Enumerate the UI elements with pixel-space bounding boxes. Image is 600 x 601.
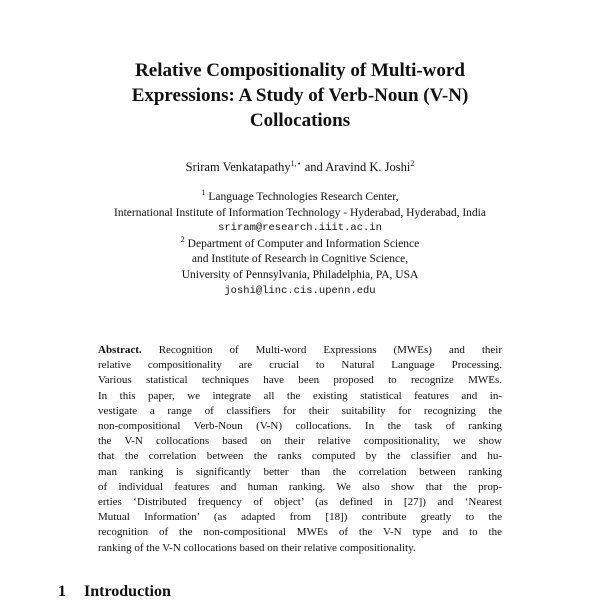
abstract-line: recognition of the non-compositional MWEs of the V-N type and to the <box>98 526 502 539</box>
abstract-heading: Abstract. <box>98 344 142 356</box>
abstract-line: In this paper, we integrate all the existing statistical features and in- <box>98 389 502 402</box>
affiliation-2-mark: 2 <box>180 234 185 244</box>
author-conjunction: and <box>304 160 323 174</box>
author-list <box>60 160 540 175</box>
author-name-1: Sriram Venkatapathy <box>185 160 291 174</box>
affiliation-1-line-2: International Institute of Information Technology - Hyderabad, Hyderabad, India <box>114 206 486 219</box>
abstract-line: that the correlation between the ranks computed by the classifier and hu- <box>98 450 502 463</box>
abstract-line: Mutual Information’ (as adapted from [18]) contribute greatly to the <box>98 511 502 524</box>
abstract-line: vestigate a range of classifiers for their suitability for recognizing the <box>98 404 502 417</box>
abstract-line: of individual features and human ranking. We also show that the prop- <box>98 480 502 493</box>
affiliation-2-line-2: and Institute of Research in Cognitive Science, <box>191 253 409 266</box>
abstract-line: man ranking is significantly better than the correlation between ranking <box>98 465 502 478</box>
abstract-line: the V-N collocations based on their relative compositionality, we show <box>98 435 502 448</box>
title-line-2: Expressions: A Study of Verb-Noun (V-N) <box>131 85 469 106</box>
affiliation-1-email: sriram@research.iiit.ac.in <box>218 222 382 235</box>
title-line-1: Relative Compositionality of Multi-word <box>135 60 465 81</box>
section-number: 1 <box>58 583 66 600</box>
paper-title <box>60 58 540 133</box>
affiliation-1-line-1: $^1$ Language Technologies Research Center, <box>201 188 399 203</box>
abstract-line: Various statistical techniques have been proposed to recognize MWEs. <box>98 374 502 387</box>
affiliation-2-line-1: $^2$ Department of Computer and Information Science <box>180 234 420 250</box>
author-1-marks: 1,⋆ <box>290 159 302 168</box>
author-name-2: Aravind K. Joshi <box>325 160 411 174</box>
abstract-line: ranking of the V-N collocations based on their relative compositionality. <box>98 541 416 554</box>
affiliation-1-mark: 1 <box>201 188 206 197</box>
affiliation-2-email: joshi@linc.cis.upenn.edu <box>224 284 376 297</box>
section-title: Introduction <box>84 583 171 600</box>
abstract-line: relative compositionality are crucial to Natural Language Processing. <box>98 359 502 372</box>
section-heading-introduction <box>58 583 171 601</box>
author-2-marks: 2 <box>410 159 415 168</box>
abstract-line: non-compositional Verb-Noun (V-N) collocations. In the task of ranking <box>98 420 502 433</box>
title-line-3: Collocations <box>249 110 351 131</box>
abstract-line: Abstract. Recognition of Multi-word Expressions (MWEs) and their <box>98 344 502 356</box>
affiliations <box>40 190 560 299</box>
affiliation-2-line-3: University of Pennsylvania, Philadelphia, PA, USA <box>181 268 419 281</box>
abstract <box>98 343 502 556</box>
abstract-line: erties ‘Distributed frequency of object’ (as defined in [27]) and ‘Nearest <box>98 496 502 509</box>
